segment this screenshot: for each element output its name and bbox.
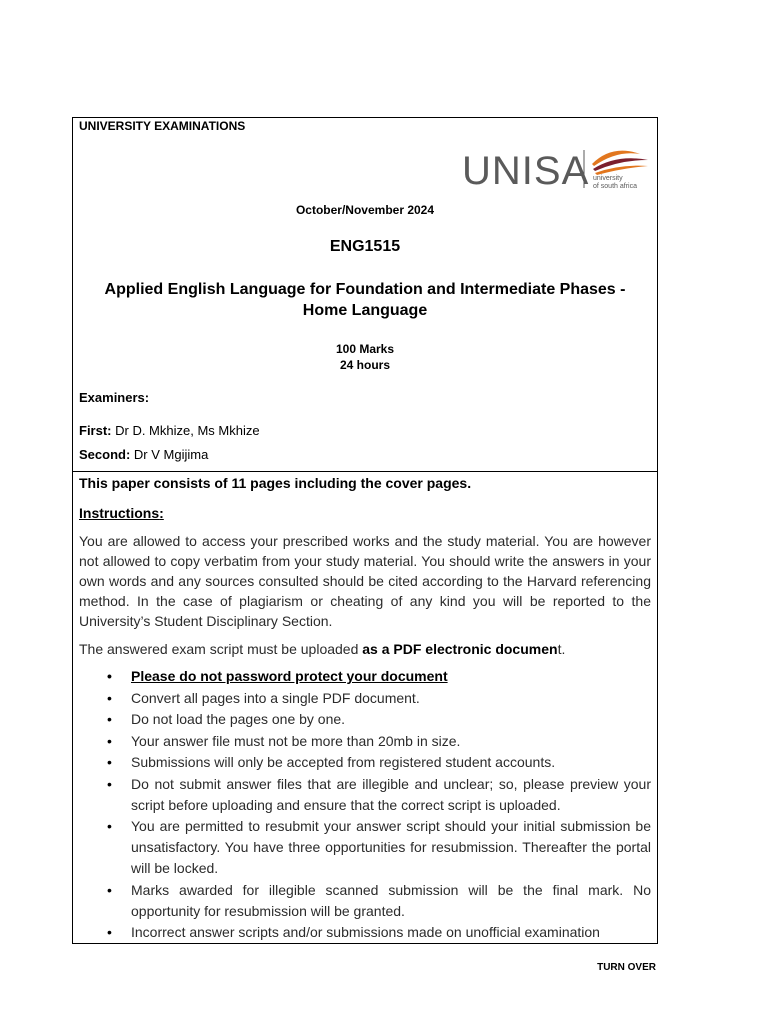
cover-section [73,118,657,472]
second-examiner-names: Dr V Mgijima [130,447,209,462]
list-item: • Marks awarded for illegible scanned submission will be the final mark. No opportunity for resubmission will be granted. [131,880,651,922]
logo-tagline-1: university [593,175,623,182]
list-item: • You are permitted to resubmit your answer script should your initial submission be unsatisfactory. You have three opportunities for resubmission. Thereafter the portal will be locked. [131,816,651,879]
list-item: • Convert all pages into a single PDF document. [131,688,651,709]
first-examiner-label: First: [79,423,112,438]
total-marks: 100 Marks [335,342,395,356]
logo-tagline-2: of south africa [593,183,637,190]
upload-prefix: The answered exam script must be uploaded [79,641,363,657]
instructions-heading [79,503,651,523]
instructions-colon: : [159,505,164,521]
second-examiner [79,447,208,462]
unisa-logo [462,142,652,192]
turn-over-footer: TURN OVER [597,962,656,973]
first-examiner [79,423,260,438]
list-item: • Submissions will only be accepted from registered student accounts. [131,752,651,773]
examiners-heading: Examiners: [79,390,150,405]
exam-cover-frame [72,117,658,944]
instructions-heading-text: Instructions [79,505,160,521]
list-item: • Incorrect answer scripts and/or submissions made on unofficial examination [131,922,651,943]
marks-duration [73,341,657,373]
module-code: ENG1515 [329,238,401,255]
list-item: • Please do not password protect your document [131,666,651,687]
module-title: Applied English Language for Foundation and Intermediate Phases - Home Language [104,281,626,319]
duration: 24 hours [339,358,390,372]
list-item: • Do not load the pages one by one. [131,709,651,730]
first-examiner-names: Dr D. Mkhize, Ms Mkhize [111,423,260,438]
upload-suffix: t. [557,641,566,657]
upload-instruction [79,639,651,659]
upload-rules-list [79,666,651,943]
logo-wordmark: UNISA [462,149,590,192]
second-examiner-label: Second: [79,447,131,462]
list-item: • Do not submit answer files that are illegible and unclear; so, please preview your script before uploading and ensure that the correct script is uploaded. [131,774,651,816]
upload-bold: as a PDF electronic documen [362,641,558,657]
page-count-note: This paper consists of 11 pages including the cover pages. [79,475,472,491]
list-item: • Your answer file must not be more than 20mb in size. [131,731,651,752]
university-examinations-heading: UNIVERSITY EXAMINATIONS [79,119,246,133]
exam-session: October/November 2024 [295,203,435,217]
instructions-section [79,473,651,944]
instructions-paragraph: You are allowed to access your prescribed works and the study material. You are however not allowed to copy verbatim from your study material. You should write the answers in your own words and any sources consulted should be cited according to the Harvard referencing method. In the case of plagiarism or cheating of any kind you will be reported to the University’s Student Disciplinary Section. [79,533,651,629]
